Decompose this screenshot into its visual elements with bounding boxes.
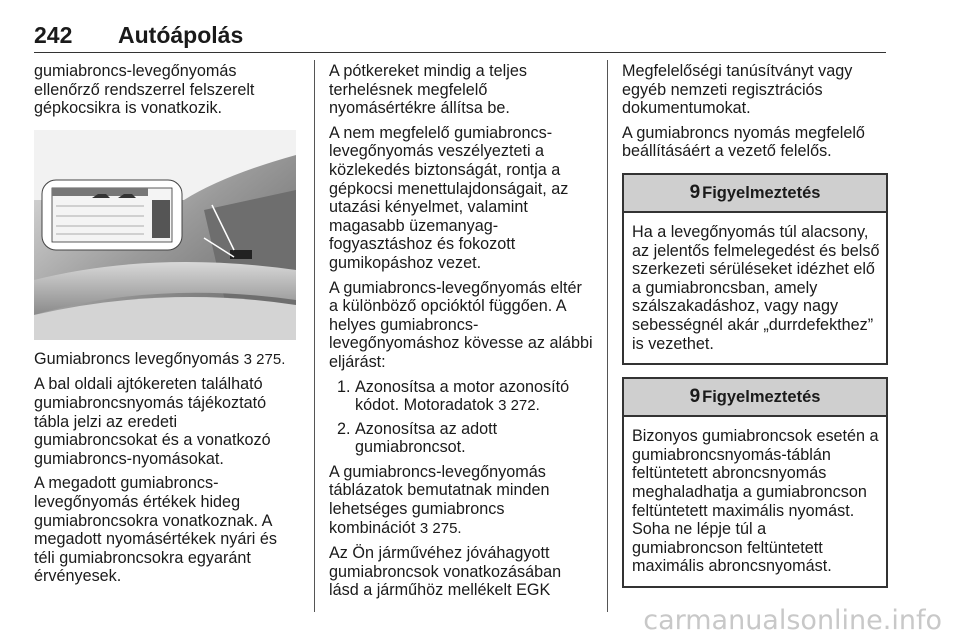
column-1 — [34, 62, 300, 592]
warning-text: Bizonyos gumiabroncsok esetén a gumiabroncsnyomás-táblán feltüntetett abroncsnyomás meghaladhatja a gumiabroncson feltüntetett maximális nyomást. Soha ne lépje túl a gumiabroncson feltüntetett maximális abroncsnyomást. — [632, 427, 879, 576]
page-number: 242 — [34, 22, 73, 48]
warning-header — [624, 175, 886, 213]
chapter-title: Autóápolás — [118, 22, 244, 48]
paragraph: A megadott gumiabroncs-levegőnyomás értékek hideg gumiabroncsokra vonatkoznak. A megadott nyomásértékek nyári és téli gumiabroncsokra egyaránt érvényesek. — [34, 474, 277, 586]
warning-text: Ha a levegőnyomás túl alacsony, az jelentős felmelegedést és belső szerkezeti sérüléseket idézhet elő a gumiabroncsban, amely szálszakadáshoz, vagy nagy sebességnél akár „durrdefekthez” is vezethet. — [632, 222, 880, 353]
list-item: 1. Azonosítsa a motor azonosító kódot. Motoradatok 3 272. — [337, 377, 570, 415]
intro-text: gumiabroncs-levegőnyomás ellenőrző rendszerrel felszerelt gépkocsikra is vonatkozik. — [34, 62, 255, 118]
page-ref: 3 275. — [243, 350, 286, 368]
warning-header — [624, 379, 886, 417]
warning-icon: 9 — [689, 385, 701, 407]
column-3 — [622, 62, 888, 598]
paragraph: A gumiabroncs nyomás megfelelő beállításáért a vezető felelős. — [622, 123, 865, 161]
warning-icon: 9 — [689, 181, 701, 203]
column-2 — [329, 62, 595, 606]
page-header — [34, 22, 886, 53]
paragraph: Az Ön járművéhez jóváhagyott gumiabroncsok vonatkozásában lásd a járműhöz mellékelt EGK — [329, 544, 562, 600]
watermark: carmanualsonline.info — [643, 605, 942, 636]
column-divider — [314, 60, 315, 612]
warning-box — [622, 173, 888, 365]
column-divider — [607, 60, 608, 612]
paragraph: Megfelelőségi tanúsítványt vagy egyéb nemzeti regisztrációs dokumentumokat. — [622, 62, 853, 118]
warning-box — [622, 377, 888, 588]
paragraph: A bal oldali ajtókereten található gumiabroncsnyomás tájékoztató tábla jelzi az eredeti gumiabroncsokat és a vonatkozó gumiabroncs-nyomásokat. — [34, 375, 271, 468]
warning-title: Figyelmeztetés — [702, 387, 821, 406]
steps-list — [329, 378, 595, 457]
paragraph: A gumiabroncs-levegőnyomás eltér a különböző opcióktól függően. A helyes gumiabroncs-levegőnyomáshoz kövesse az alábbi eljárást: — [329, 278, 593, 371]
warning-title: Figyelmeztetés — [702, 183, 821, 202]
paragraph: A pótkereket mindig a teljes terhelésnek megfelelő nyomásértékre állítsa be. — [329, 62, 527, 118]
list-item: 2. Azonosítsa az adott gumiabroncsot. — [337, 419, 498, 457]
door-frame-illustration — [34, 130, 296, 340]
page-ref: 3 272. — [498, 397, 540, 415]
illustration-caption: Gumiabroncs levegőnyomás 3 275. — [34, 349, 286, 368]
page-ref: 3 275. — [419, 519, 462, 537]
paragraph: A nem megfelelő gumiabroncs-levegőnyomás veszélyezteti a közlekedés biztonságát, rontja a gépkocsi menettulajdonságait, az utazási kényelmet, valamint magasabb üzemanyag-fogyasztáshoz és fokozott gumikopáshoz vezet. — [329, 123, 569, 272]
paragraph: A gumiabroncs-levegőnyomás táblázatok bemutatnak minden lehetséges gumiabroncs kombinációt 3 275. — [329, 462, 550, 537]
